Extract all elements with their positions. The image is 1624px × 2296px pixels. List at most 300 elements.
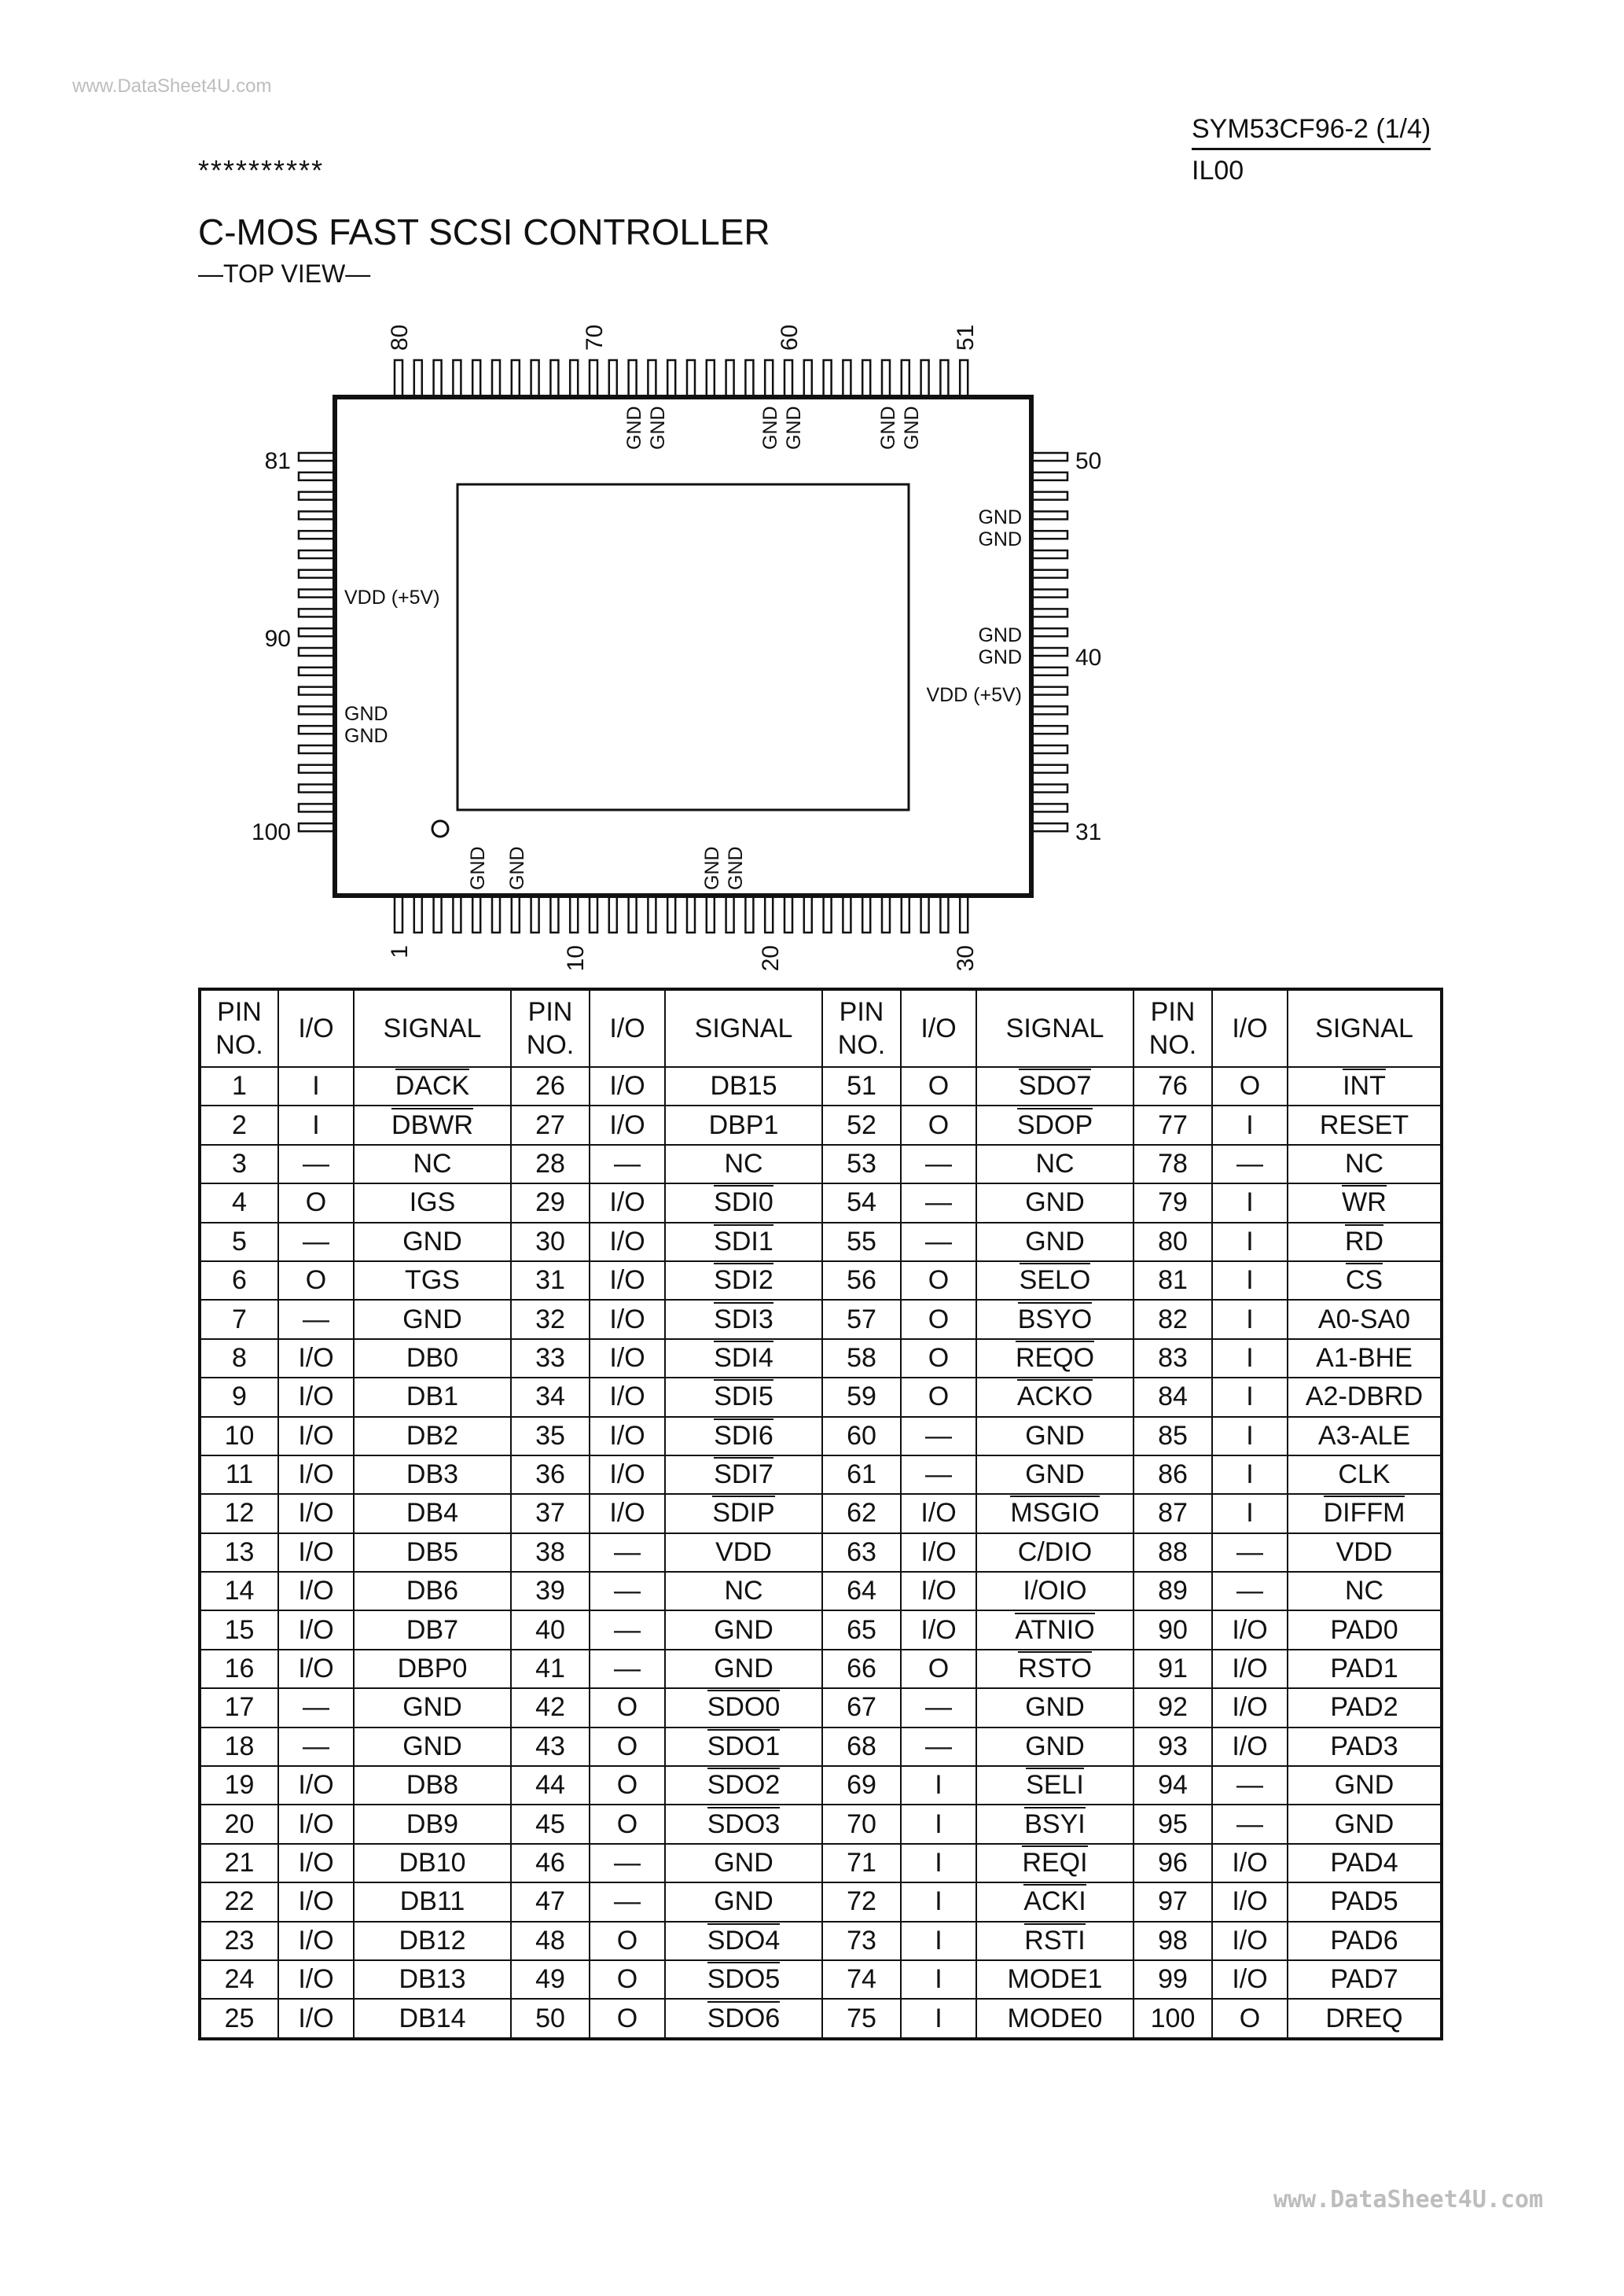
cell-text: I [1246, 1109, 1254, 1140]
signal-name: RESET [1319, 1109, 1409, 1140]
signal-name: MSGIO [1010, 1496, 1099, 1528]
cell-text: I/O [609, 1109, 645, 1140]
io-cell [901, 1922, 976, 1960]
pin-number-20: 20 [758, 945, 784, 972]
signal-name: BSYO [1018, 1302, 1092, 1334]
cell-text: I/O [609, 1187, 645, 1218]
signal-name: NC [724, 1576, 763, 1606]
signal-name: DBP0 [397, 1654, 468, 1684]
pin-lead [940, 360, 948, 396]
cell-text: 59 [847, 1382, 876, 1412]
io-cell [1212, 1650, 1288, 1688]
io-cell [901, 1223, 976, 1261]
package-pinout-diagram [0, 0, 1624, 983]
pin-number-cell [200, 1572, 278, 1610]
gnd-label: GND [344, 703, 388, 725]
pin-number-cell [822, 1106, 901, 1144]
cell-text: — [303, 1148, 329, 1179]
io-cell [590, 1728, 665, 1766]
signal-cell [665, 1999, 822, 2038]
cell-text: — [925, 1692, 952, 1723]
io-cell [590, 1106, 665, 1144]
signal-name: GND [1025, 1459, 1085, 1490]
signal-cell [1288, 1999, 1442, 2038]
cell-text: I/O [920, 1536, 957, 1567]
table-row [200, 1728, 1442, 1766]
cell-text: 41 [535, 1654, 565, 1684]
signal-name: GND [714, 1654, 773, 1684]
pin-number-cell [1133, 1183, 1212, 1222]
signal-name: GND [402, 1304, 462, 1334]
signal-cell [1288, 1067, 1442, 1106]
cell-text: — [303, 1304, 329, 1334]
io-cell [901, 1300, 976, 1338]
signal-cell [354, 1261, 511, 1300]
pin-number-cell [511, 1261, 590, 1300]
pin-number-cell [1133, 1650, 1212, 1688]
table-row [200, 1106, 1442, 1144]
pin-number-cell [200, 1533, 278, 1572]
pin-lead [1031, 511, 1067, 519]
column-header: PIN NO. [1133, 989, 1212, 1067]
pin-lead [299, 590, 335, 598]
pin-number-cell [1133, 1882, 1212, 1921]
pin-number-cell [511, 1610, 590, 1649]
pin-number-cell [200, 1067, 278, 1106]
cell-text: I/O [298, 1925, 334, 1956]
signal-name: DBP1 [708, 1109, 779, 1140]
gnd-label: GND [978, 506, 1022, 528]
pin-number-70: 70 [582, 324, 608, 351]
pin-number-cell [511, 1106, 590, 1144]
io-cell [278, 1610, 354, 1649]
signal-name: SDO5 [707, 1962, 781, 1994]
cell-text: I [1246, 1304, 1254, 1334]
cell-text: 15 [224, 1614, 255, 1645]
pin-lead [921, 360, 929, 396]
cell-text: 72 [847, 1886, 876, 1917]
io-cell [1212, 1610, 1288, 1649]
pin-number-cell [200, 1728, 278, 1766]
pin-number-90: 90 [264, 626, 291, 652]
cell-text: 68 [847, 1731, 876, 1761]
signal-name: ATNIO [1015, 1613, 1094, 1645]
signal-cell [976, 1572, 1133, 1610]
signal-name: NC [724, 1148, 763, 1179]
pin-lead [1031, 785, 1067, 793]
cell-text: O [928, 1382, 950, 1412]
io-cell [590, 1650, 665, 1688]
pin-number-10: 10 [563, 945, 589, 972]
pin-lead [299, 648, 335, 656]
pin-number-cell [822, 1572, 901, 1610]
signal-cell [665, 1805, 822, 1843]
pin-lead [921, 896, 929, 933]
pin-number-cell [511, 1688, 590, 1727]
signal-cell [665, 1650, 822, 1688]
gnd-label: GND [901, 406, 923, 450]
signal-name: NC [413, 1148, 452, 1179]
cell-text: 91 [1158, 1654, 1188, 1684]
io-cell [1212, 1300, 1288, 1338]
cell-text: 36 [535, 1459, 565, 1490]
signal-name: SDI0 [714, 1185, 773, 1217]
pin-number-cell [200, 1223, 278, 1261]
cell-text: I/O [1232, 1654, 1268, 1684]
page-title: C-MOS FAST SCSI CONTROLLER [198, 212, 770, 252]
pin-number-cell [1133, 1766, 1212, 1805]
cell-text: 54 [847, 1187, 876, 1218]
pin-number-cell [200, 1261, 278, 1300]
pin-lead [1031, 804, 1067, 811]
io-cell [590, 1882, 665, 1921]
signal-name: DB13 [399, 1964, 466, 1995]
signal-cell [665, 1223, 822, 1261]
cell-text: I [312, 1109, 320, 1140]
gnd-label: GND [506, 846, 528, 890]
column-header: I/O [901, 989, 976, 1067]
pin-lead [902, 896, 909, 933]
pin-number-cell [822, 1145, 901, 1183]
signal-name: GND [1025, 1420, 1085, 1451]
io-cell [1212, 1805, 1288, 1843]
cell-text: 31 [535, 1265, 565, 1296]
io-cell [1212, 1844, 1288, 1882]
io-cell [1212, 1145, 1288, 1183]
pin-number-cell [822, 1960, 901, 1999]
signal-name: PAD6 [1330, 1925, 1398, 1956]
signal-name: DB3 [406, 1459, 459, 1490]
cell-text: — [1236, 1770, 1263, 1801]
signal-name: NC [1344, 1148, 1384, 1179]
signal-cell [665, 1417, 822, 1455]
pin-lead [492, 360, 500, 396]
pin-number-cell [511, 1300, 590, 1338]
cell-text: 76 [1158, 1071, 1188, 1102]
pin-lead [1031, 492, 1067, 500]
cell-text: 11 [225, 1459, 254, 1490]
pin-number-cell [822, 1610, 901, 1649]
cell-text: 9 [232, 1382, 247, 1412]
pin-number-cell [1133, 1572, 1212, 1610]
pin-lead [299, 531, 335, 539]
signal-name: INT [1343, 1069, 1386, 1101]
signal-cell [665, 1455, 822, 1494]
signal-cell [1288, 1417, 1442, 1455]
signal-cell [976, 1261, 1133, 1300]
gnd-label: GND [467, 846, 489, 890]
signal-cell [976, 1106, 1133, 1144]
pin-number-50: 50 [1075, 448, 1102, 474]
pin-lead [765, 896, 773, 933]
gnd-label: GND [759, 406, 781, 450]
pin-number-cell [822, 1844, 901, 1882]
signal-name: DB9 [406, 1808, 459, 1839]
pin-number-cell [511, 1533, 590, 1572]
pin-number-60: 60 [777, 324, 803, 351]
cell-text: O [616, 1731, 638, 1761]
signal-cell [665, 1766, 822, 1805]
io-cell [278, 1145, 354, 1183]
cell-text: — [925, 1459, 952, 1490]
pin-lead [512, 360, 520, 396]
cell-text: 33 [535, 1342, 565, 1373]
cell-text: 5 [232, 1226, 247, 1257]
pin-lead [1031, 726, 1067, 734]
signal-name: MODE0 [1007, 2003, 1103, 2033]
pin-number-cell [822, 1339, 901, 1378]
cell-text: 22 [224, 1886, 255, 1917]
signal-name: NC [1344, 1576, 1384, 1606]
cell-text: 66 [847, 1654, 876, 1684]
cell-text: I/O [609, 1071, 645, 1102]
cell-text: 56 [847, 1265, 876, 1296]
pin-number-cell [200, 1417, 278, 1455]
signal-name: GND [402, 1226, 462, 1257]
io-cell [901, 1378, 976, 1416]
io-cell [590, 1417, 665, 1455]
cell-text: 73 [847, 1925, 876, 1956]
io-cell [278, 1960, 354, 1999]
cell-text: — [614, 1536, 641, 1567]
signal-cell [976, 1417, 1133, 1455]
pin-lead [1031, 706, 1067, 714]
signal-cell [354, 1882, 511, 1921]
signal-cell [665, 1378, 822, 1416]
cell-text: 74 [847, 1964, 876, 1995]
table-row [200, 1844, 1442, 1882]
cell-text: — [925, 1420, 952, 1451]
cell-text: I/O [1232, 1925, 1268, 1956]
io-cell [901, 1688, 976, 1727]
signal-name: VDD [1336, 1536, 1393, 1567]
signal-cell [665, 1610, 822, 1649]
io-cell [901, 1339, 976, 1378]
cell-text: O [928, 1304, 950, 1334]
cell-text: O [616, 1808, 638, 1839]
signal-cell [976, 1455, 1133, 1494]
signal-cell [354, 1650, 511, 1688]
pin-number-cell [1133, 1339, 1212, 1378]
pin-lead [745, 360, 753, 396]
cell-text: I [935, 2003, 942, 2033]
cell-text: 55 [847, 1226, 876, 1257]
signal-name: SDO3 [707, 1807, 781, 1839]
io-cell [1212, 1922, 1288, 1960]
signal-cell [354, 1223, 511, 1261]
io-cell [590, 1339, 665, 1378]
io-cell [590, 1922, 665, 1960]
cell-text: I [935, 1886, 942, 1917]
signal-name: GND [1334, 1808, 1394, 1839]
io-cell [901, 1999, 976, 2038]
io-cell [278, 1223, 354, 1261]
signal-cell [976, 1960, 1133, 1999]
signal-cell [976, 1610, 1133, 1649]
cell-text: — [303, 1731, 329, 1761]
io-cell [590, 1261, 665, 1300]
cell-text: — [614, 1576, 641, 1606]
column-header: I/O [278, 989, 354, 1067]
pin-lead [609, 896, 617, 933]
column-header: PIN NO. [822, 989, 901, 1067]
cell-text: I [1246, 1342, 1254, 1373]
cell-text: O [1239, 2003, 1261, 2033]
io-cell [1212, 1494, 1288, 1533]
signal-name: RSTO [1018, 1651, 1092, 1683]
io-cell [901, 1728, 976, 1766]
cell-text: I/O [298, 1576, 334, 1606]
pin-lead [1031, 550, 1067, 558]
gnd-label: GND [344, 725, 388, 747]
pin-lead [395, 360, 402, 396]
cell-text: I/O [1232, 1692, 1268, 1723]
cell-text: I [1246, 1265, 1254, 1296]
pin-lead [707, 360, 715, 396]
cell-text: I [935, 1964, 942, 1995]
signal-cell [665, 1067, 822, 1106]
signal-cell [665, 1533, 822, 1572]
cell-text: O [928, 1342, 950, 1373]
signal-cell [976, 1999, 1133, 2038]
pin-number-cell [1133, 1688, 1212, 1727]
signal-name: A0-SA0 [1317, 1304, 1411, 1334]
pin-number-cell [1133, 1960, 1212, 1999]
gnd-label: GND [725, 846, 747, 890]
pin-number-cell [200, 1106, 278, 1144]
pin-number-cell [1133, 1145, 1212, 1183]
column-header: I/O [590, 989, 665, 1067]
cell-text: O [616, 1770, 638, 1801]
table-row [200, 1688, 1442, 1727]
io-cell [590, 1805, 665, 1843]
pin-number-cell [1133, 1455, 1212, 1494]
signal-cell [976, 1688, 1133, 1727]
pin-row-bottom [395, 896, 968, 933]
signal-name: DACK [395, 1069, 469, 1101]
io-cell [1212, 1223, 1288, 1261]
pin-lead [804, 360, 812, 396]
table-row [200, 1067, 1442, 1106]
io-cell [901, 1417, 976, 1455]
pin-lead [550, 896, 558, 933]
pin-number-cell [1133, 1494, 1212, 1533]
io-cell [590, 1067, 665, 1106]
pin-lead [299, 823, 335, 831]
table-row [200, 1145, 1442, 1183]
cell-text: — [1236, 1808, 1263, 1839]
pin-number-cell [511, 1650, 590, 1688]
io-cell [901, 1183, 976, 1222]
pin-number-cell [822, 1882, 901, 1921]
table-row [200, 1300, 1442, 1338]
signal-name: SDO2 [707, 1768, 781, 1800]
io-cell [278, 1650, 354, 1688]
signal-cell [976, 1223, 1133, 1261]
pin-number-cell [822, 1183, 901, 1222]
io-cell [590, 1145, 665, 1183]
table-row [200, 1183, 1442, 1222]
cell-text: 75 [847, 2003, 876, 2033]
signal-cell [1288, 1223, 1442, 1261]
pin-lead [1031, 609, 1067, 616]
table-row [200, 1922, 1442, 1960]
cell-text: I/O [298, 1886, 334, 1917]
pin-number-cell [822, 1300, 901, 1338]
io-cell [1212, 1378, 1288, 1416]
signal-name: WR [1342, 1185, 1387, 1217]
signal-name: C/DIO [1017, 1536, 1093, 1567]
pin-number-cell [1133, 1300, 1212, 1338]
pin-lead [862, 360, 870, 396]
vdd-label-right: VDD (+5V) [926, 684, 1022, 706]
signal-cell [1288, 1960, 1442, 1999]
document-subcode: IL00 [1192, 156, 1244, 186]
cell-text: 7 [232, 1304, 247, 1334]
io-cell [278, 1844, 354, 1882]
pin-lead [570, 360, 578, 396]
cell-text: I/O [298, 1964, 334, 1995]
io-cell [901, 1882, 976, 1921]
io-cell [278, 1378, 354, 1416]
io-cell [1212, 1728, 1288, 1766]
signal-name: SDIP [712, 1496, 774, 1528]
io-cell [278, 1805, 354, 1843]
pin-lead [299, 785, 335, 793]
signal-name: IGS [409, 1187, 456, 1218]
signal-cell [354, 1067, 511, 1106]
signal-name: GND [1025, 1187, 1085, 1218]
io-cell [901, 1960, 976, 1999]
signal-name: DB8 [406, 1770, 459, 1801]
pin-lead [1031, 745, 1067, 753]
cell-text: I [935, 1925, 942, 1956]
signal-cell [354, 1844, 511, 1882]
signal-cell [1288, 1766, 1442, 1805]
pin-number-cell [511, 1378, 590, 1416]
cell-text: — [614, 1848, 641, 1878]
signal-cell [665, 1145, 822, 1183]
pin-lead [1031, 590, 1067, 598]
pin-number-cell [200, 1650, 278, 1688]
cell-text: — [925, 1226, 952, 1257]
table-row [200, 1882, 1442, 1921]
cell-text: 80 [1158, 1226, 1188, 1257]
signal-cell [1288, 1300, 1442, 1338]
signal-cell [354, 1145, 511, 1183]
cell-text: 49 [535, 1964, 565, 1995]
table-row [200, 1455, 1442, 1494]
signal-cell [1288, 1494, 1442, 1533]
pin-number-cell [822, 1417, 901, 1455]
pin-number-cell [511, 1494, 590, 1533]
cell-text: 71 [847, 1848, 876, 1878]
signal-name: A3-ALE [1317, 1420, 1411, 1451]
column-header: PIN NO. [200, 989, 278, 1067]
signal-name: GND [402, 1692, 462, 1723]
pin-number-cell [822, 1378, 901, 1416]
signal-cell [976, 1494, 1133, 1533]
pin-number-cell [511, 1922, 590, 1960]
signal-name: GND [714, 1886, 773, 1917]
cell-text: I/O [298, 1382, 334, 1412]
pin-lead [550, 360, 558, 396]
cell-text: 92 [1158, 1692, 1188, 1723]
pin-number-cell [200, 1494, 278, 1533]
cell-text: 12 [224, 1498, 255, 1529]
signal-cell [976, 1183, 1133, 1222]
signal-name: NC [1035, 1148, 1075, 1179]
